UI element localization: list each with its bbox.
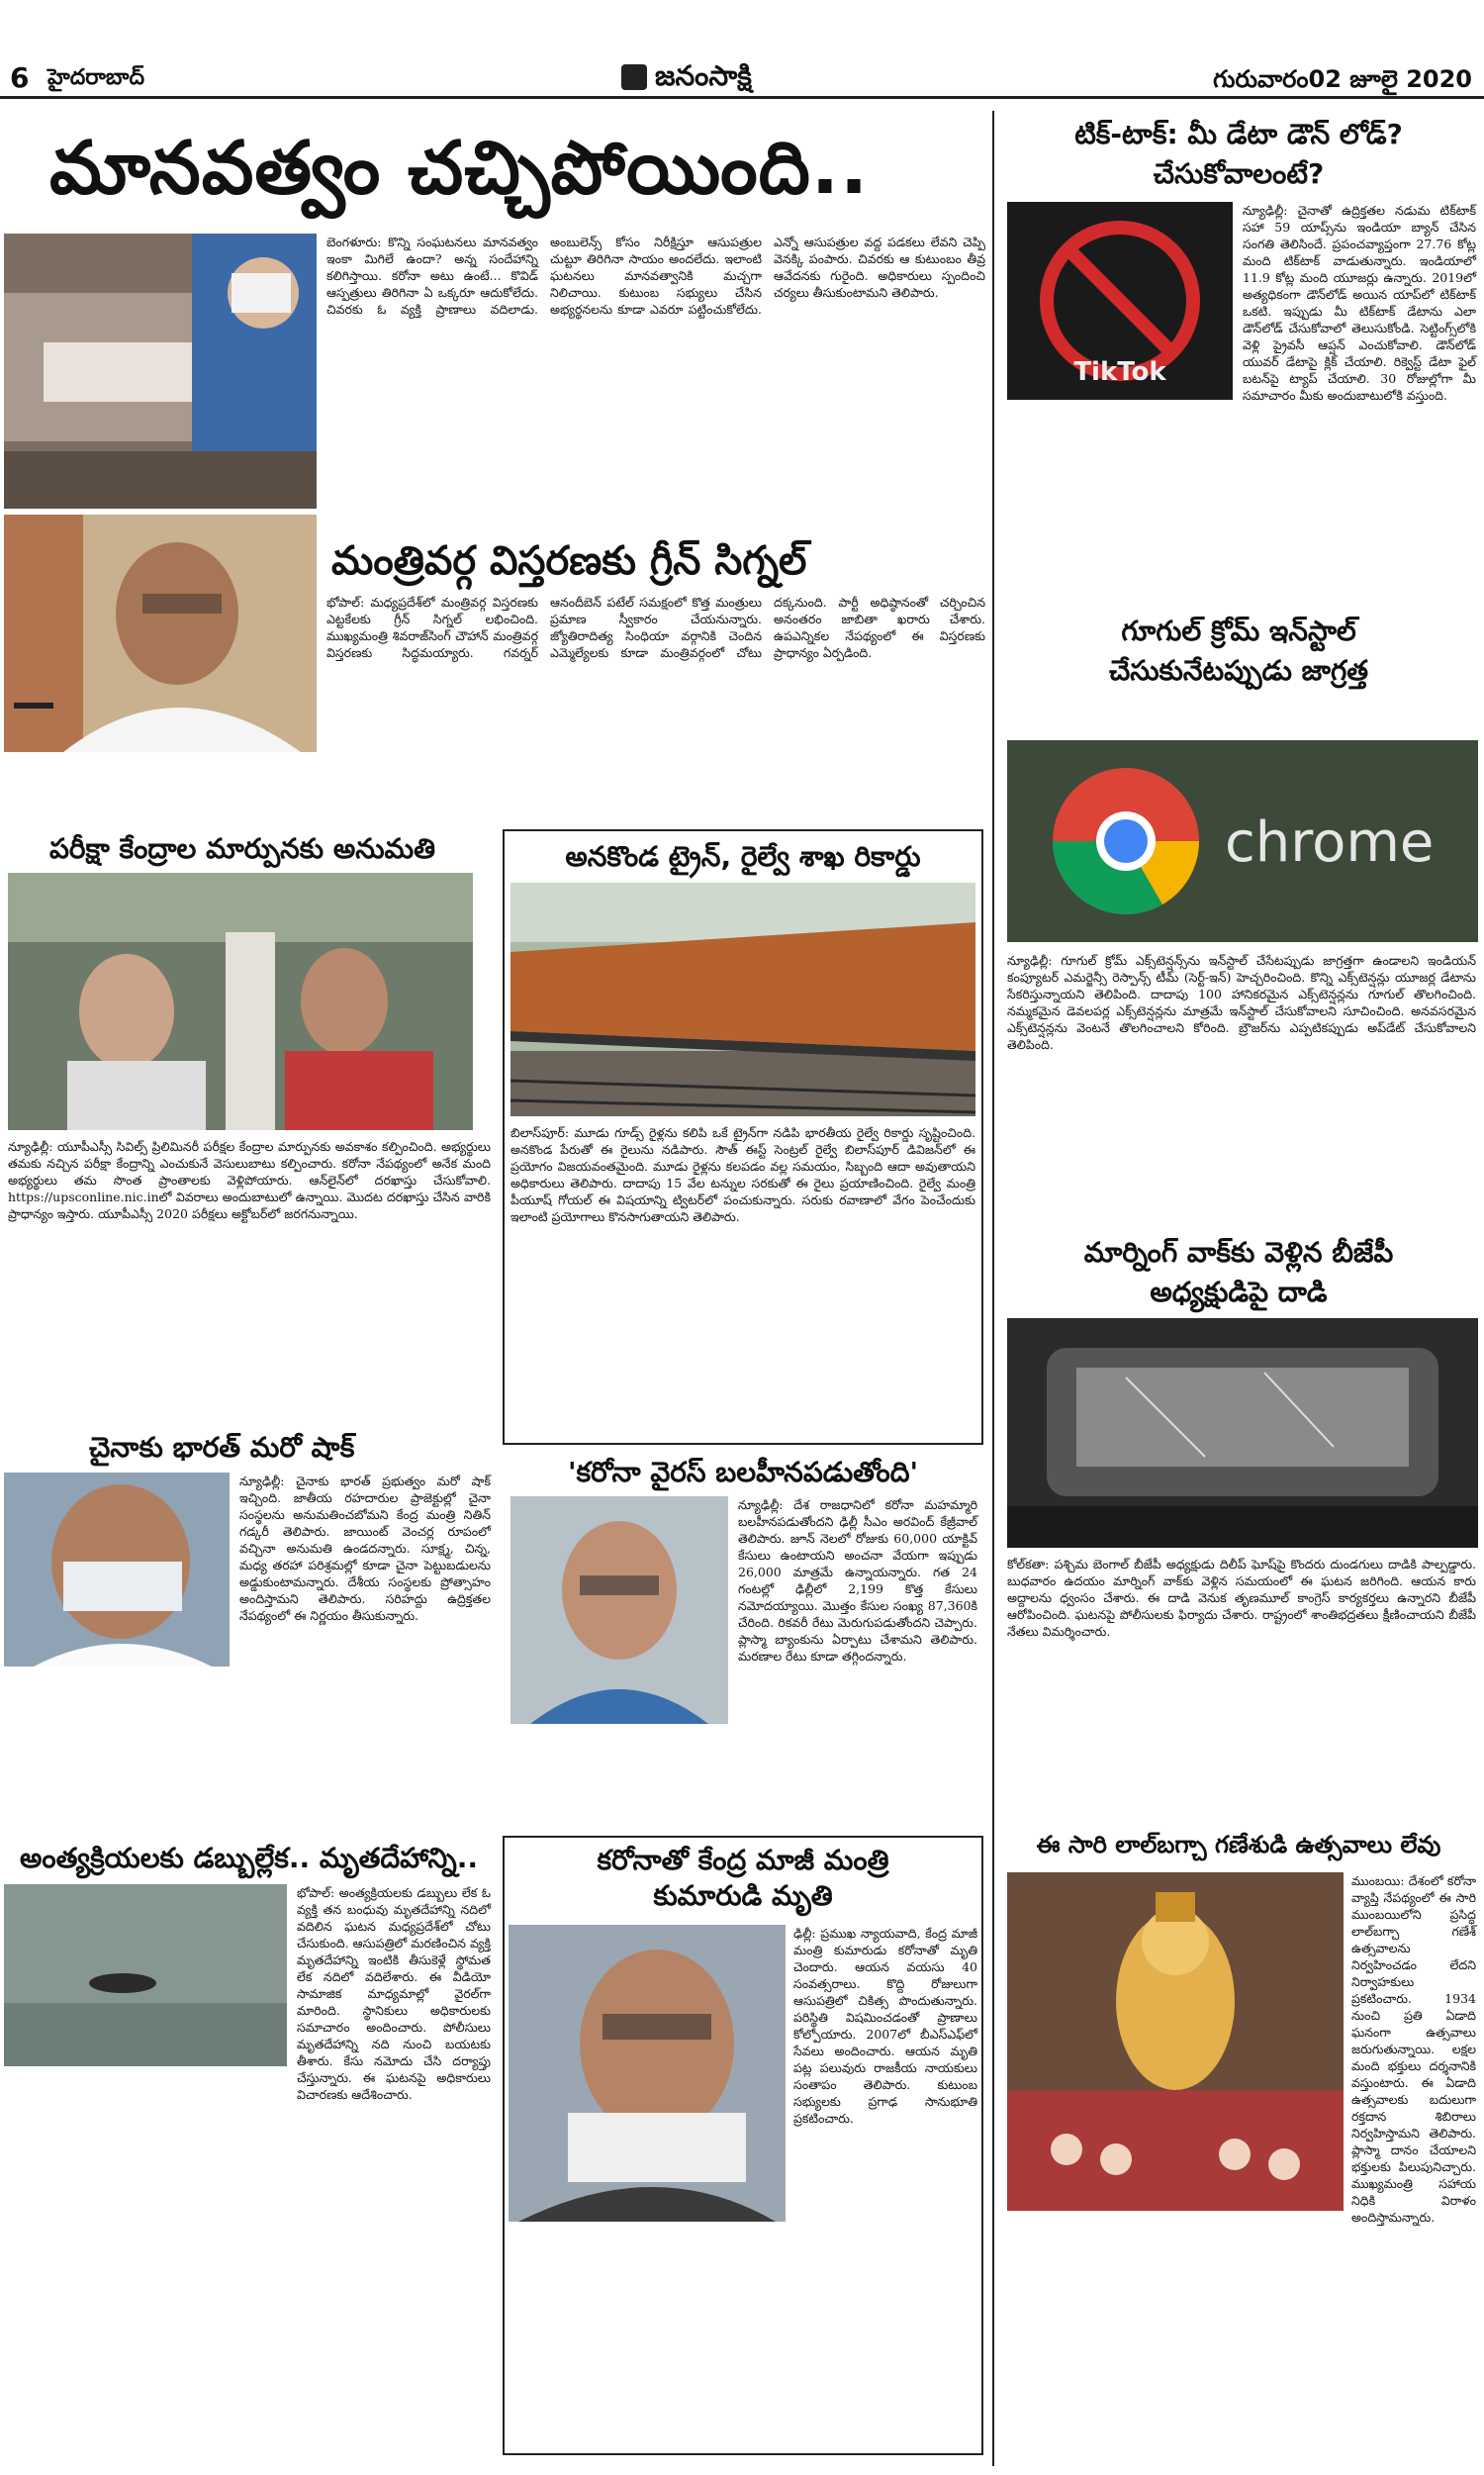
chrome-logo-icon — [1007, 740, 1478, 942]
chrome-body: న్యూఢిల్లీ: గూగుల్‌ క్రోమ్‌ ఎక్స్‌టెన్షన్స్‌ను ఇన్‌స్టాల్‌ చేసేటప్పుడు జాగ్రత్తగా ఉండాలని ఇండియన్‌ కంప్యూటర్‌ ఎమర్జెన్సీ రెస్పాన్స్‌ టీమ్‌ (సెర్ట్‌-ఇన్‌) హెచ్చరించింది. కొన్ని ఎక్స్‌టెన్షన్లు యూజర్ల డేటాను సేకరిస్తున్నాయని తెలిపింది. దాదాపు 100 హానికరమైన ఎక్స్‌టెన్షన్లను గూగుల్‌ తొలగించింది. నమ్మకమైన డెవలపర్ల ఎక్స్‌టెన్షన్లను మాత్రమే ఇన్‌స్టాల్‌ చేసుకోవాలని సూచించింది. అనవసరమైన ఎక్స్‌టెన్షన్లను వెంటనే తొలగించాలని కోరింది. బ్రౌజర్‌ను ఎప్పటికప్పుడు అప్‌డేట్‌ చేసుకోవాలని తెలిపింది. — [1007, 953, 1476, 1052]
tiktok-body: న్యూఢిల్లీ: చైనాతో ఉద్రిక్తతల నడుమ టిక్‌టాక్‌ సహా 59 యాప్స్‌ను ఇండియా బ్యాన్‌ చేసిన సంగతి తెలిసిందే. ప్రపంచవ్యాప్తంగా 27.76 కోట్ల మంది టిక్‌టాక్‌ వాడుతున్నారు. ఇండియాలో 11.9 కోట్ల మంది యూజర్లు ఉన్నారు. 2019లో అత్యధికంగా డౌన్‌లోడ్‌ అయిన యాప్‌లో టిక్‌టాక్‌ ఒకటి. ఇప్పుడు మీ టిక్‌టాక్‌ డేటాను ఎలా డౌన్‌లోడ్‌ చేసుకోవాలో తెలుసుకోండి. సెట్టింగ్స్‌లోకి వెళ్లి ప్రైవసీ ఆప్షన్‌ ఎంచుకోవాలి. డౌన్‌లోడ్‌ యువర్‌ డేటాపై క్లిక్‌ చేయాలి. రిక్వెస్ట్‌ డేటా ఫైల్‌ బటన్‌పై ట్యాప్‌ చేయాలి. 30 రోజుల్లోగా మీ సమాచారం మీకు అందుబాటులోకి వస్తుంది. — [1243, 203, 1476, 403]
lead-photo — [4, 234, 317, 509]
ganesh-body-wrap — [1007, 1872, 1476, 2456]
politician-photo-icon — [4, 515, 317, 752]
lead-headline: మానవత్వం చచ్చిపోయింది.. — [49, 126, 870, 211]
tiktok-headline-1: టిక్‌-టాక్‌: మీ డేటా డౌన్‌ లోడ్‌? — [1074, 118, 1403, 150]
minister-photo-icon — [4, 1473, 230, 1666]
column-divider — [992, 111, 994, 2466]
china-headline: చైనాకు భారత్‌ మరో షాక్‌ — [89, 1431, 355, 1464]
hospital-photo-icon — [4, 234, 317, 509]
anaconda-headline: అనకొండ ట్రైన్‌, రైల్వే శాఖ రికార్డు — [565, 840, 921, 873]
china-photo — [4, 1473, 230, 1666]
tiktok-image-label: TikTok — [1073, 357, 1166, 387]
issue-date: గురువారం02 జూలై 2020 — [1213, 65, 1472, 93]
exminister-photo — [509, 1925, 786, 2222]
exam-body: న్యూఢిల్లీ: యూపీఎస్సీ సివిల్స్‌ ప్రిలిమినరీ పరీక్షల కేంద్రాల మార్పునకు అవకాశం కల్పించింది. అభ్యర్థులు తమకు నచ్చిన పరీక్షా కేంద్రాన్ని ఎంచుకునే వెసులుబాటు కల్పించారు. కరోనా నేపథ్యంలో అనేక మంది అభ్యర్థులు తమ సొంత ప్రాంతాలకు వెళ్లిపోయారు. ఆన్‌లైన్‌లో దరఖాస్తు చేసుకోవాలి. https://upsconline.nic.inలో వివరాలు అందుబాటులో ఉన్నాయి. మొదట దరఖాస్తు చేసిన వారికి ప్రాధాన్యం ఇస్తారు. యూపీఎస్సీ 2020 పరీక్షలు అక్టోబర్‌లో జరగనున్నాయి. — [8, 1139, 491, 1221]
attack-photo — [1007, 1318, 1478, 1548]
chrome-photo — [1007, 740, 1478, 942]
river-photo-icon — [4, 1884, 287, 2066]
chrome-headline-1: గూగుల్‌ క్రోమ్‌ ఇన్‌స్టాల్‌ — [1121, 615, 1356, 647]
funeral-headline: అంత్యక్రియలకు డబ్బుల్లేక.. మృతదేహాన్ని.. — [20, 1842, 479, 1874]
exminister-body: ఢిల్లీ: ప్రముఖ న్యాయవాది, కేంద్ర మాజీ మంత్రి కుమారుడు కరోనాతో మృతి చెందారు. ఆయన వయసు 40 సంవత్సరాలు. కొద్ది రోజులుగా ఆసుపత్రిలో చికిత్స పొందుతున్నారు. పరిస్థితి విషమించడంతో ప్రాణాలు కోల్పోయారు. 2007లో బీఎస్‌ఎఫ్‌లో సేవలు అందించారు. ఆయన మృతి పట్ల పలువురు రాజకీయ నాయకులు సంతాపం తెలిపారు. కుటుంబ సభ్యులకు ప్రగాఢ సానుభూతి ప్రకటించారు. — [793, 1926, 977, 2126]
damaged-car-photo-icon — [1007, 1318, 1478, 1548]
tiktok-headline-2: చేసుకోవాలంటే? — [1153, 157, 1325, 190]
china-body: న్యూఢిల్లీ: చైనాకు భారత్‌ ప్రభుత్వం మరో షాక్‌ ఇచ్చింది. జాతీయ రహదారుల ప్రాజెక్టుల్లో చైనా సంస్థలను అనుమతించబోమని కేంద్ర మంత్రి నితిన్‌ గడ్కరీ తెలిపారు. జాయింట్‌ వెంచర్ల రూపంలో వచ్చినా అనుమతి ఉండదన్నారు. సూక్ష్మ, చిన్న, మధ్య తరహా పరిశ్రమల్లో కూడా చైనా పెట్టుబడులను అడ్డుకుంటామన్నారు. దేశీయ సంస్థలకు ప్రోత్సాహం అందిస్తామని తెలిపారు. సరిహద్దు ఉద్రిక్తతల నేపథ్యంలో ఈ నిర్ణయం తీసుకున్నారు. — [239, 1474, 491, 1623]
chrome-headline-2: చేసుకునేటప్పుడు జాగ్రత్త — [1108, 654, 1369, 687]
logo-icon — [621, 64, 647, 90]
funeral-body: భోపాల్‌: అంత్యక్రియలకు డబ్బులు లేక ఓ వ్యక్తి తన బంధువు మృతదేహాన్ని నదిలో వదిలిన ఘటన మధ్యప్రదేశ్‌లో చోటు చేసుకుంది. ఆసుపత్రిలో మరణించిన వ్యక్తి మృతదేహాన్ని ఇంటికి తీసుకెళ్లే స్థోమత లేక నదిలో వదిలేశారు. ఈ వీడియో సామాజిక మాధ్యమాల్లో వైరల్‌గా మారింది. స్థానికులు అధికారులకు సమాచారం అందించారు. పోలీసులు మృతదేహాన్ని నది నుంచి బయటకు తీశారు. కేసు నమోదు చేసి దర్యాప్తు చేస్తున్నారు. ఈ ఘటనపై అధికారులు విచారణకు ఆదేశించారు. — [297, 1885, 491, 2102]
exam-headline: పరీక్షా కేంద్రాల మార్పునకు అనుమతి — [49, 832, 436, 865]
exam-photo — [8, 873, 473, 1130]
attack-headline-2: అధ్యక్షుడిపై దాడి — [1150, 1276, 1328, 1308]
chrome-image-label: chrome — [1225, 810, 1435, 875]
cabinet-body: భోపాల్‌: మధ్యప్రదేశ్‌లో మంత్రివర్గ విస్తరణకు ఎట్టకేలకు గ్రీన్‌ సిగ్నల్‌ లభించింది. ముఖ్యమంత్రి శివరాజ్‌సింగ్‌ చౌహాన్‌ మంత్రివర్గ విస్తరణకు సిద్ధమయ్యారు. గవర్నర్‌ ఆనందీబెన్‌ పటేల్‌ సమక్షంలో కొత్త మంత్రులు ప్రమాణ స్వీకారం చేయనున్నారు. జ్యోతిరాదిత్య సింధియా వర్గానికి చెందిన ఎమ్మెల్యేలకు కూడా మంత్రివర్గంలో చోటు దక్కనుంది. పార్టీ అధిష్ఠానంతో చర్చించిన అనంతరం జాబితా ఖరారు చేశారు. ఉపఎన్నికల నేపథ్యంలో ఈ విస్తరణకు ప్రాధాన్యం ఏర్పడింది. — [326, 595, 985, 660]
funeral-photo — [4, 1884, 287, 2066]
corona-body: న్యూఢిల్లీ: దేశ రాజధానిలో కరోనా మహమ్మారి బలహీనపడుతోందని ఢిల్లీ సీఎం అరవింద్‌ కేజ్రీవాల్‌ తెలిపారు. జూన్‌ నెలలో రోజుకు 60,000 యాక్టివ్‌ కేసులు ఉంటాయని అంచనా వేయగా ఇప్పుడు 26,000 మాత్రమే ఉన్నాయన్నారు. గత 24 గంటల్లో ఢిల్లీలో 2,199 కొత్త కేసులు నమోదయ్యాయి. మొత్తం కేసుల సంఖ్య 87,360కి చేరింది. రికవరీ రేటు మెరుగుపడుతోందని చెప్పారు. ప్లాస్మా బ్యాంకును ఏర్పాటు చేశామని తెలిపారు. మరణాల రేటు కూడా తగ్గిందన్నారు. — [738, 1497, 977, 1664]
newspaper-logo — [621, 59, 752, 99]
ganesh-headline: ఈ సారి లాల్‌బగ్చా గణేశుడి ఉత్సవాలు లేవు — [1036, 1831, 1441, 1858]
lead-body: బెంగళూరు: కొన్ని సంఘటనలు మానవత్వం ఇంకా మిగిలే ఉందా? అన్న సందేహాన్ని కలిగిస్తాయి. కరోనా అటు ఉంటే... కొవిడ్‌ ఆస్పత్రులు తిరిగినా ఏ ఒక్కరూ ఆదుకోలేదు. చివరకు ఓ వ్యక్తి ప్రాణాలు వదిలాడు. అంబులెన్స్‌ కోసం నిరీక్షిస్తూ ఆసుపత్రుల చుట్టూ తిరిగినా సాయం అందలేదు. ఇలాంటి ఘటనలు మానవత్వానికి మచ్చగా నిలిచాయి. కుటుంబ సభ్యులు చేసిన అభ్యర్థనలను కూడా ఎవరూ పట్టించుకోలేదు. ఎన్నో ఆసుపత్రుల వద్ద పడకలు లేవని చెప్పి వెనక్కి పంపారు. చివరకు ఆ కుటుంబం తీవ్ర ఆవేదనకు గురైంది. అధికారులు స్పందించి చర్యలు తీసుకుంటామని తెలిపారు. — [326, 235, 985, 317]
anaconda-body: బిలాస్‌పూర్‌: మూడు గూడ్స్‌ రైళ్లను కలిపి ఒకే ట్రైన్‌గా నడిపి భారతీయ రైల్వే రికార్డు సృష్టించింది. అనకొండ పేరుతో ఈ రైలును నడిపారు. సౌత్‌ ఈస్ట్‌ సెంట్రల్‌ రైల్వే బిలాస్‌పూర్‌ డివిజన్‌లో ఈ ప్రయోగం విజయవంతమైంది. మూడు రైళ్లను కలపడం వల్ల సమయం, సిబ్బంది ఆదా అవుతాయని అధికారులు తెలిపారు. దాదాపు 15 వేల టన్నుల సరకుతో ఈ రైలు ప్రయాణించింది. రైల్వే మంత్రి పీయూష్‌ గోయల్‌ ఈ విషయాన్ని ట్విటర్‌లో పంచుకున్నారు. సరుకు రవాణాలో వేగం పెంచేందుకు ఇలాంటి ప్రయోగాలు కొనసాగుతాయని తెలిపారు. — [510, 1125, 975, 1224]
students-photo-icon — [8, 873, 473, 1130]
page-number: 6 — [10, 61, 30, 94]
attack-body: కోల్‌కతా: పశ్చిమ బెంగాల్‌ బీజేపీ అధ్యక్షుడు దిలీప్‌ ఘోష్‌పై కొందరు దుండగులు దాడికి పాల్పడ్డారు. బుధవారం ఉదయం మార్నింగ్‌ వాక్‌కు వెళ్లిన సమయంలో ఈ ఘటన జరిగింది. ఆయన కారు అద్దాలను ధ్వంసం చేశారు. ఈ దాడి వెనుక తృణమూల్‌ కాంగ్రెస్‌ కార్యకర్తలు ఉన్నారని బీజేపీ ఆరోపించింది. ఘటనపై పోలీసులకు ఫిర్యాదు చేశారు. రాష్ట్రంలో శాంతిభద్రతలు క్షీణించాయని బీజేపీ నేతలు విమర్శించారు. — [1007, 1557, 1476, 1639]
exminister-headline: కరోనాతో కేంద్ర మాజీ మంత్రి కుమారుడి మృతి — [597, 1844, 889, 1912]
cabinet-headline: మంత్రివర్గ విస్తరణకు గ్రీన్‌ సిగ్నల్‌ — [331, 538, 807, 584]
cm-photo-icon — [510, 1496, 728, 1724]
attack-headline-1: మార్నింగ్‌ వాక్‌కు వెళ్లిన బీజేపీ — [1083, 1236, 1394, 1269]
corona-photo — [510, 1496, 728, 1724]
train-photo-icon — [510, 883, 975, 1116]
corona-headline: 'కరోనా వైరస్‌ బలహీనపడుతోంది' — [567, 1456, 919, 1488]
former-minister-photo-icon — [509, 1925, 786, 2222]
ganesh-body: ముంబయి: దేశంలో కరోనా వ్యాప్తి నేపథ్యంలో ఈ సారి ముంబయిలోని ప్రసిద్ధ లాల్‌బగ్చా గణేశ్‌ ఉత్సవాలను నిర్వహించడం లేదని నిర్వాహకులు ప్రకటించారు. 1934 నుంచి ప్రతి ఏడాది ఘనంగా ఉత్సవాలు జరుగుతున్నాయి. లక్షల మంది భక్తులు దర్శనానికి వస్తుంటారు. ఈ ఏడాది ఉత్సవాలకు బదులుగా రక్తదాన శిబిరాలు నిర్వహిస్తామని తెలిపారు. ప్లాస్మా దానం చేయాలని భక్తులకు పిలుపునిచ్చారు. ముఖ్యమంత్రి సహాయ నిధికి విరాళం అందిస్తామన్నారు. — [1351, 1873, 1476, 2225]
logo-text: జనంసాక్షి — [655, 59, 752, 92]
ganesh-photo-spacer — [1007, 1872, 1351, 2215]
cabinet-photo — [4, 515, 317, 752]
anaconda-photo — [510, 883, 975, 1116]
city-label: హైదరాబాద్‌ — [47, 65, 144, 90]
